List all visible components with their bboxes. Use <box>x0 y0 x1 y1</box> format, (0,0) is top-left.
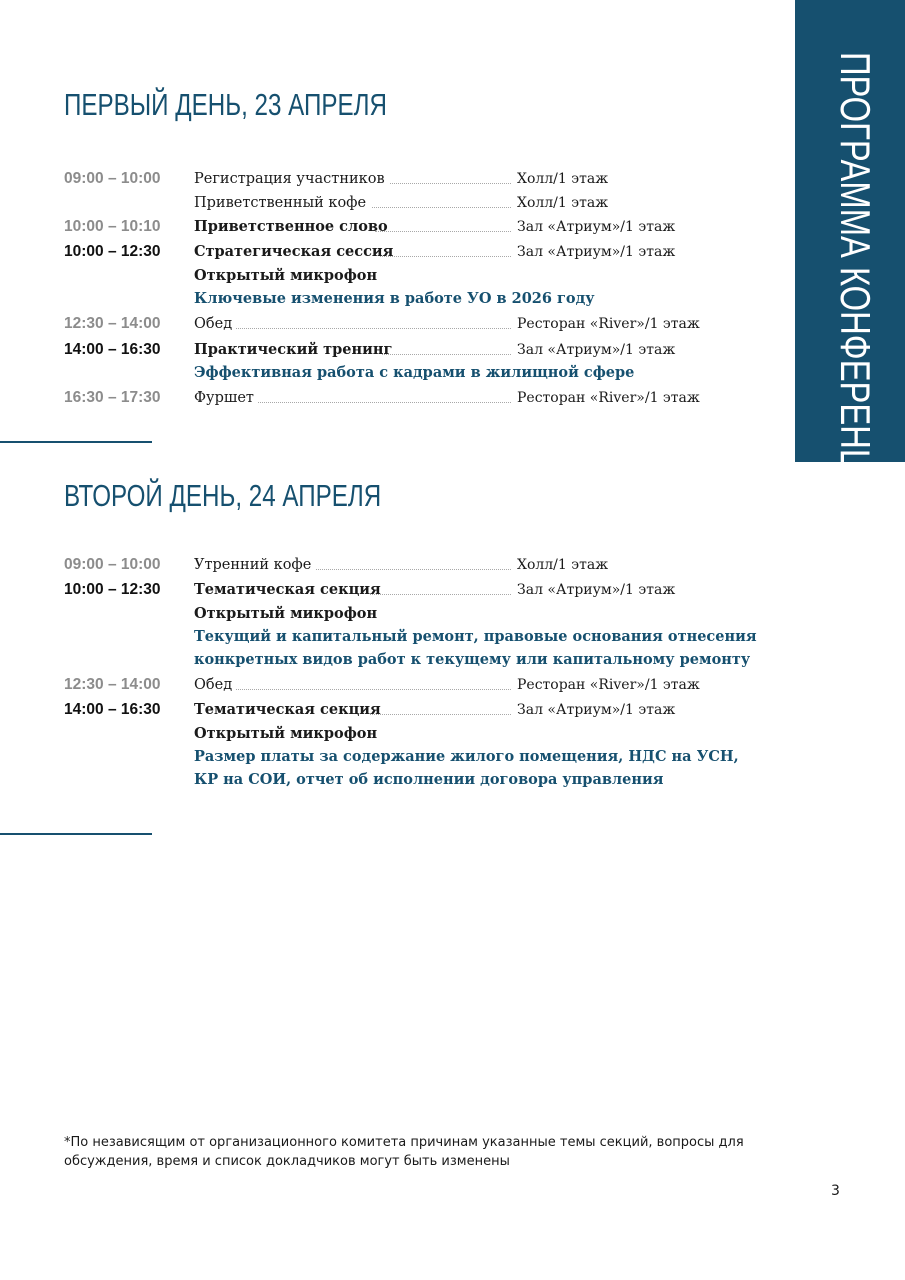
row-place: Зал «Атриум»/1 этаж <box>517 582 676 598</box>
row-event: Обед <box>194 677 233 693</box>
row-time: 14:00 – 16:30 <box>64 701 161 718</box>
footnote: *По независящим от организационного комитета причинам указанные темы секций, вопросы для обсуждения, время и список докладчиков могут быть изменены <box>64 1135 744 1169</box>
dot-leader <box>370 714 511 715</box>
schedule-row <box>0 241 795 263</box>
schedule-row <box>0 265 795 287</box>
dot-leader <box>370 594 511 595</box>
row-place: Зал «Атриум»/1 этаж <box>517 342 676 358</box>
conference-program-title: ПРОГРАММА КОНФЕРЕНЦИИ* <box>832 52 879 533</box>
page-number: 3 <box>831 1183 840 1199</box>
schedule-row <box>0 554 795 576</box>
row-event: Стратегическая сессия <box>194 243 394 260</box>
row-event: Практический тренинг <box>194 341 393 358</box>
row-time: 10:00 – 10:10 <box>64 218 161 235</box>
row-topic: Размер платы за содержание жилого помещения, НДС на УСН, <box>194 748 739 765</box>
row-event: Приветственное слово <box>194 218 388 235</box>
schedule-row <box>0 626 795 648</box>
schedule-row <box>0 339 795 361</box>
dot-leader <box>236 689 511 690</box>
row-time: 09:00 – 10:00 <box>64 556 161 573</box>
schedule-row <box>0 387 795 409</box>
row-place: Холл/1 этаж <box>517 195 609 211</box>
row-event: Фуршет <box>194 390 254 406</box>
row-event: Тематическая секция <box>194 701 381 718</box>
row-topic: конкретных видов работ к текущему или капитальному ремонту <box>194 651 751 668</box>
row-time: 14:00 – 16:30 <box>64 341 161 358</box>
row-event: Тематическая секция <box>194 581 381 598</box>
row-time: 16:30 – 17:30 <box>64 389 161 406</box>
row-time: 12:30 – 14:00 <box>64 676 161 693</box>
row-event: Приветственный кофе <box>194 195 367 211</box>
row-topic: КР на СОИ, отчет об исполнении договора управления <box>194 771 664 788</box>
row-place: Ресторан «River»/1 этаж <box>517 316 700 332</box>
schedule-row <box>0 168 795 190</box>
section-divider <box>0 833 152 835</box>
row-topic: Эффективная работа с кадрами в жилищной сфере <box>194 364 635 381</box>
schedule-row <box>0 362 795 384</box>
side-banner <box>795 0 905 533</box>
row-place: Холл/1 этаж <box>517 171 609 187</box>
day2-title: ВТОРОЙ ДЕНЬ, 24 АПРЕЛЯ <box>64 478 382 513</box>
row-time: 10:00 – 12:30 <box>64 243 161 260</box>
schedule-row <box>0 746 795 768</box>
row-event: Открытый микрофон <box>194 267 378 284</box>
row-topic: Ключевые изменения в работе УО в 2026 году <box>194 290 595 307</box>
schedule-row <box>0 579 795 601</box>
row-event: Регистрация участников <box>194 171 385 187</box>
dot-leader <box>382 354 511 355</box>
schedule-row <box>0 313 795 335</box>
row-place: Зал «Атриум»/1 этаж <box>517 244 676 260</box>
row-time: 10:00 – 12:30 <box>64 581 161 598</box>
row-place: Ресторан «River»/1 этаж <box>517 677 700 693</box>
dot-leader <box>390 183 511 184</box>
day1-title: ПЕРВЫЙ ДЕНЬ, 23 АПРЕЛЯ <box>64 87 387 122</box>
row-place: Зал «Атриум»/1 этаж <box>517 702 676 718</box>
schedule-row <box>0 769 795 791</box>
schedule-row <box>0 192 795 214</box>
row-place: Ресторан «River»/1 этаж <box>517 390 700 406</box>
dot-leader <box>316 569 511 570</box>
dot-leader <box>236 328 511 329</box>
row-event: Открытый микрофон <box>194 605 378 622</box>
schedule-row <box>0 649 795 671</box>
dot-leader <box>258 402 511 403</box>
row-time: 12:30 – 14:00 <box>64 315 161 332</box>
schedule-row <box>0 603 795 625</box>
schedule-row <box>0 699 795 721</box>
row-place: Холл/1 этаж <box>517 557 609 573</box>
dot-leader <box>380 256 511 257</box>
row-time: 09:00 – 10:00 <box>64 170 161 187</box>
section-divider <box>0 441 152 443</box>
schedule-row <box>0 674 795 696</box>
row-topic: Текущий и капитальный ремонт, правовые основания отнесения <box>194 628 757 645</box>
dot-leader <box>372 207 511 208</box>
schedule-row <box>0 216 795 238</box>
schedule-row <box>0 723 795 745</box>
row-event: Открытый микрофон <box>194 725 378 742</box>
schedule-row <box>0 288 795 310</box>
row-event: Обед <box>194 316 233 332</box>
row-place: Зал «Атриум»/1 этаж <box>517 219 676 235</box>
dot-leader <box>375 231 511 232</box>
row-event: Утренний кофе <box>194 557 312 573</box>
